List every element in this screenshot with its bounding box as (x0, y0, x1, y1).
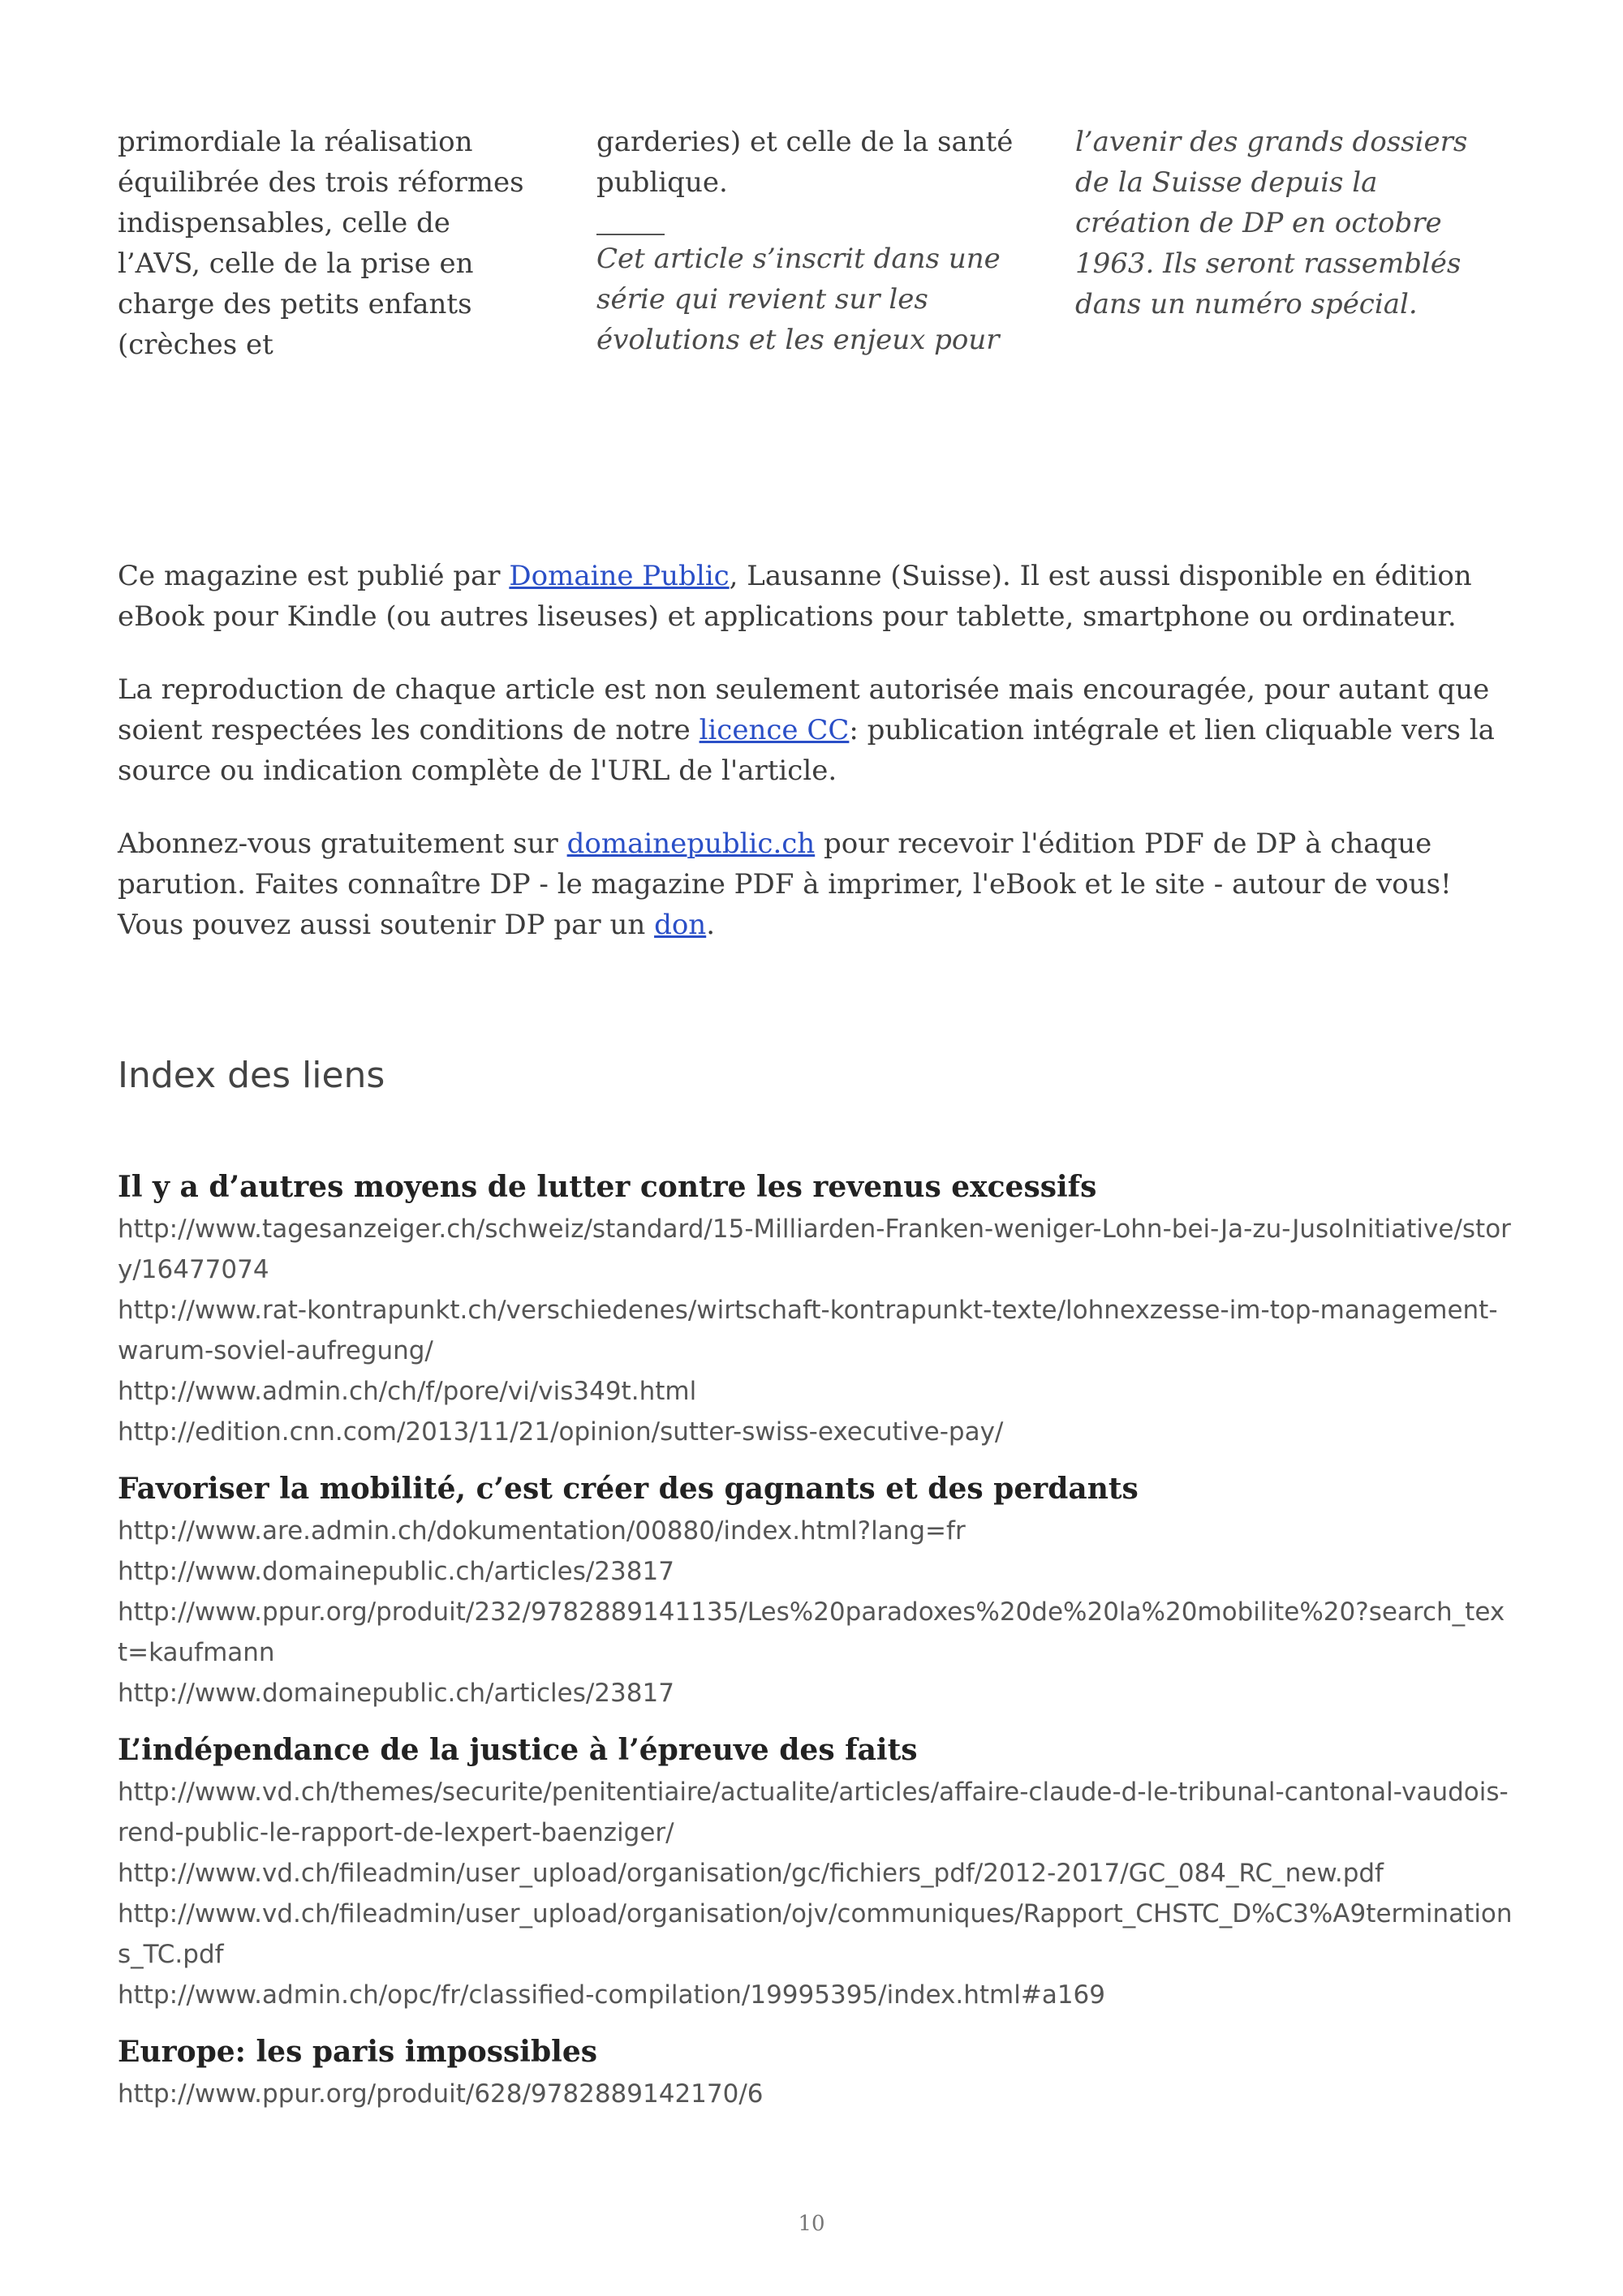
domainepublic-link[interactable]: domainepublic.ch (566, 828, 816, 860)
index-section-title: Europe: les paris impossibles (118, 2035, 597, 2069)
about-paragraph-3: Abonnez-vous gratuitement sur domainepublic.ch pour recevoir l'édition PDF de DP à chaque parution. Faites connaître DP - le magazine PDF à imprimer, l'eBook et le site - autour de vous! Vous pouvez aussi soutenir DP par un don. (118, 828, 1452, 941)
index-url[interactable]: http://www.domainepublic.ch/articles/23817 (118, 1679, 674, 1708)
index-heading: Index des liens (118, 1055, 385, 1096)
index-section (118, 1167, 1513, 1452)
article-column-3 (1075, 122, 1497, 365)
index-url[interactable]: http://www.ppur.org/produit/628/9782889142170/6 (118, 2079, 764, 2109)
index-section (118, 2032, 1513, 2114)
article-column-1 (118, 122, 540, 365)
index-url[interactable]: http://www.rat-kontrapunkt.ch/verschiedenes/wirtschaft-kontrapunkt-texte/lohnexzesse-im-top-management-warum-soviel-aufregung/ (118, 1296, 1498, 1365)
article-text: primordiale la réalisation équilibrée des trois réformes indispensables, celle de l’AVS, celle de la prise en charge des petits enfants (crèches et (118, 126, 524, 361)
about-paragraph-2: La reproduction de chaque article est non seulement autorisée mais encouragée, pour autant que soient respectées les conditions de notre licence CC: publication intégrale et lien cliquable vers la source ou indication complète de l'URL de l'article. (118, 673, 1495, 787)
index-section-title: Favoriser la mobilité, c’est créer des gagnants et des perdants (118, 1472, 1139, 1506)
donation-link[interactable]: don (654, 909, 707, 941)
index-url[interactable]: http://www.admin.ch/ch/f/pore/vi/vis349t.html (118, 1377, 697, 1406)
page-number: 10 (798, 2212, 825, 2236)
index-section (118, 1730, 1513, 2015)
index-url[interactable]: http://www.vd.ch/fileadmin/user_upload/organisation/ojv/communiques/Rapport_CHSTC_D%C3%A9terminations_TC.pdf (118, 1899, 1513, 1969)
index-url[interactable]: http://www.domainepublic.ch/articles/23817 (118, 1557, 674, 1586)
article-columns (118, 122, 1513, 365)
index-url[interactable]: http://www.tagesanzeiger.ch/schweiz/standard/15-Milliarden-Franken-weniger-Lohn-bei-Ja-zu-JusoInitiative/story/16477074 (118, 1215, 1511, 1284)
index-section-title: L’indépendance de la justice à l’épreuve des faits (118, 1733, 918, 1767)
index-url[interactable]: http://www.ppur.org/produit/232/9782889141135/Les%20paradoxes%20de%20la%20mobilite%20?search_text=kaufmann (118, 1597, 1505, 1667)
index-section (118, 1468, 1513, 1713)
index-section-title: Il y a d’autres moyens de lutter contre les revenus excessifs (118, 1170, 1097, 1204)
index-url[interactable]: http://www.are.admin.ch/dokumentation/00880/index.html?lang=fr (118, 1516, 966, 1546)
separator-rule (596, 234, 665, 235)
publisher-info (118, 556, 1513, 978)
series-note: l’avenir des grands dossiers de la Suisse depuis la création de DP en octobre 1963. Ils seront rassemblés dans un numéro spécial. (1075, 126, 1468, 320)
index-url[interactable]: http://www.vd.ch/themes/securite/penitentiaire/actualite/articles/affaire-claude-d-le-tribunal-cantonal-vaudois-rend-public-le-rapport-de-lexpert-baenziger/ (118, 1778, 1509, 1847)
article-column-2 (596, 122, 1018, 365)
index-url[interactable]: http://edition.cnn.com/2013/11/21/opinion/sutter-swiss-executive-pay/ (118, 1417, 1004, 1447)
about-paragraph-1: Ce magazine est publié par Domaine Public, Lausanne (Suisse). Il est aussi disponible en édition eBook pour Kindle (ou autres liseuses) et applications pour tablette, smartphone ou ordinateur. (118, 560, 1472, 633)
index-url[interactable]: http://www.vd.ch/fileadmin/user_upload/organisation/gc/fichiers_pdf/2012-2017/GC_084_RC_new.pdf (118, 1859, 1384, 1888)
article-text: garderies) et celle de la santé publique. (596, 126, 1014, 199)
domaine-public-link[interactable]: Domaine Public (509, 560, 730, 592)
series-note: Cet article s’inscrit dans une série qui revient sur les évolutions et les enjeux pour (596, 243, 1001, 356)
licence-cc-link[interactable]: licence CC (699, 714, 850, 746)
index-url[interactable]: http://www.admin.ch/opc/fr/classified-compilation/19995395/index.html#a169 (118, 1980, 1106, 2010)
link-index (118, 1167, 1513, 2130)
